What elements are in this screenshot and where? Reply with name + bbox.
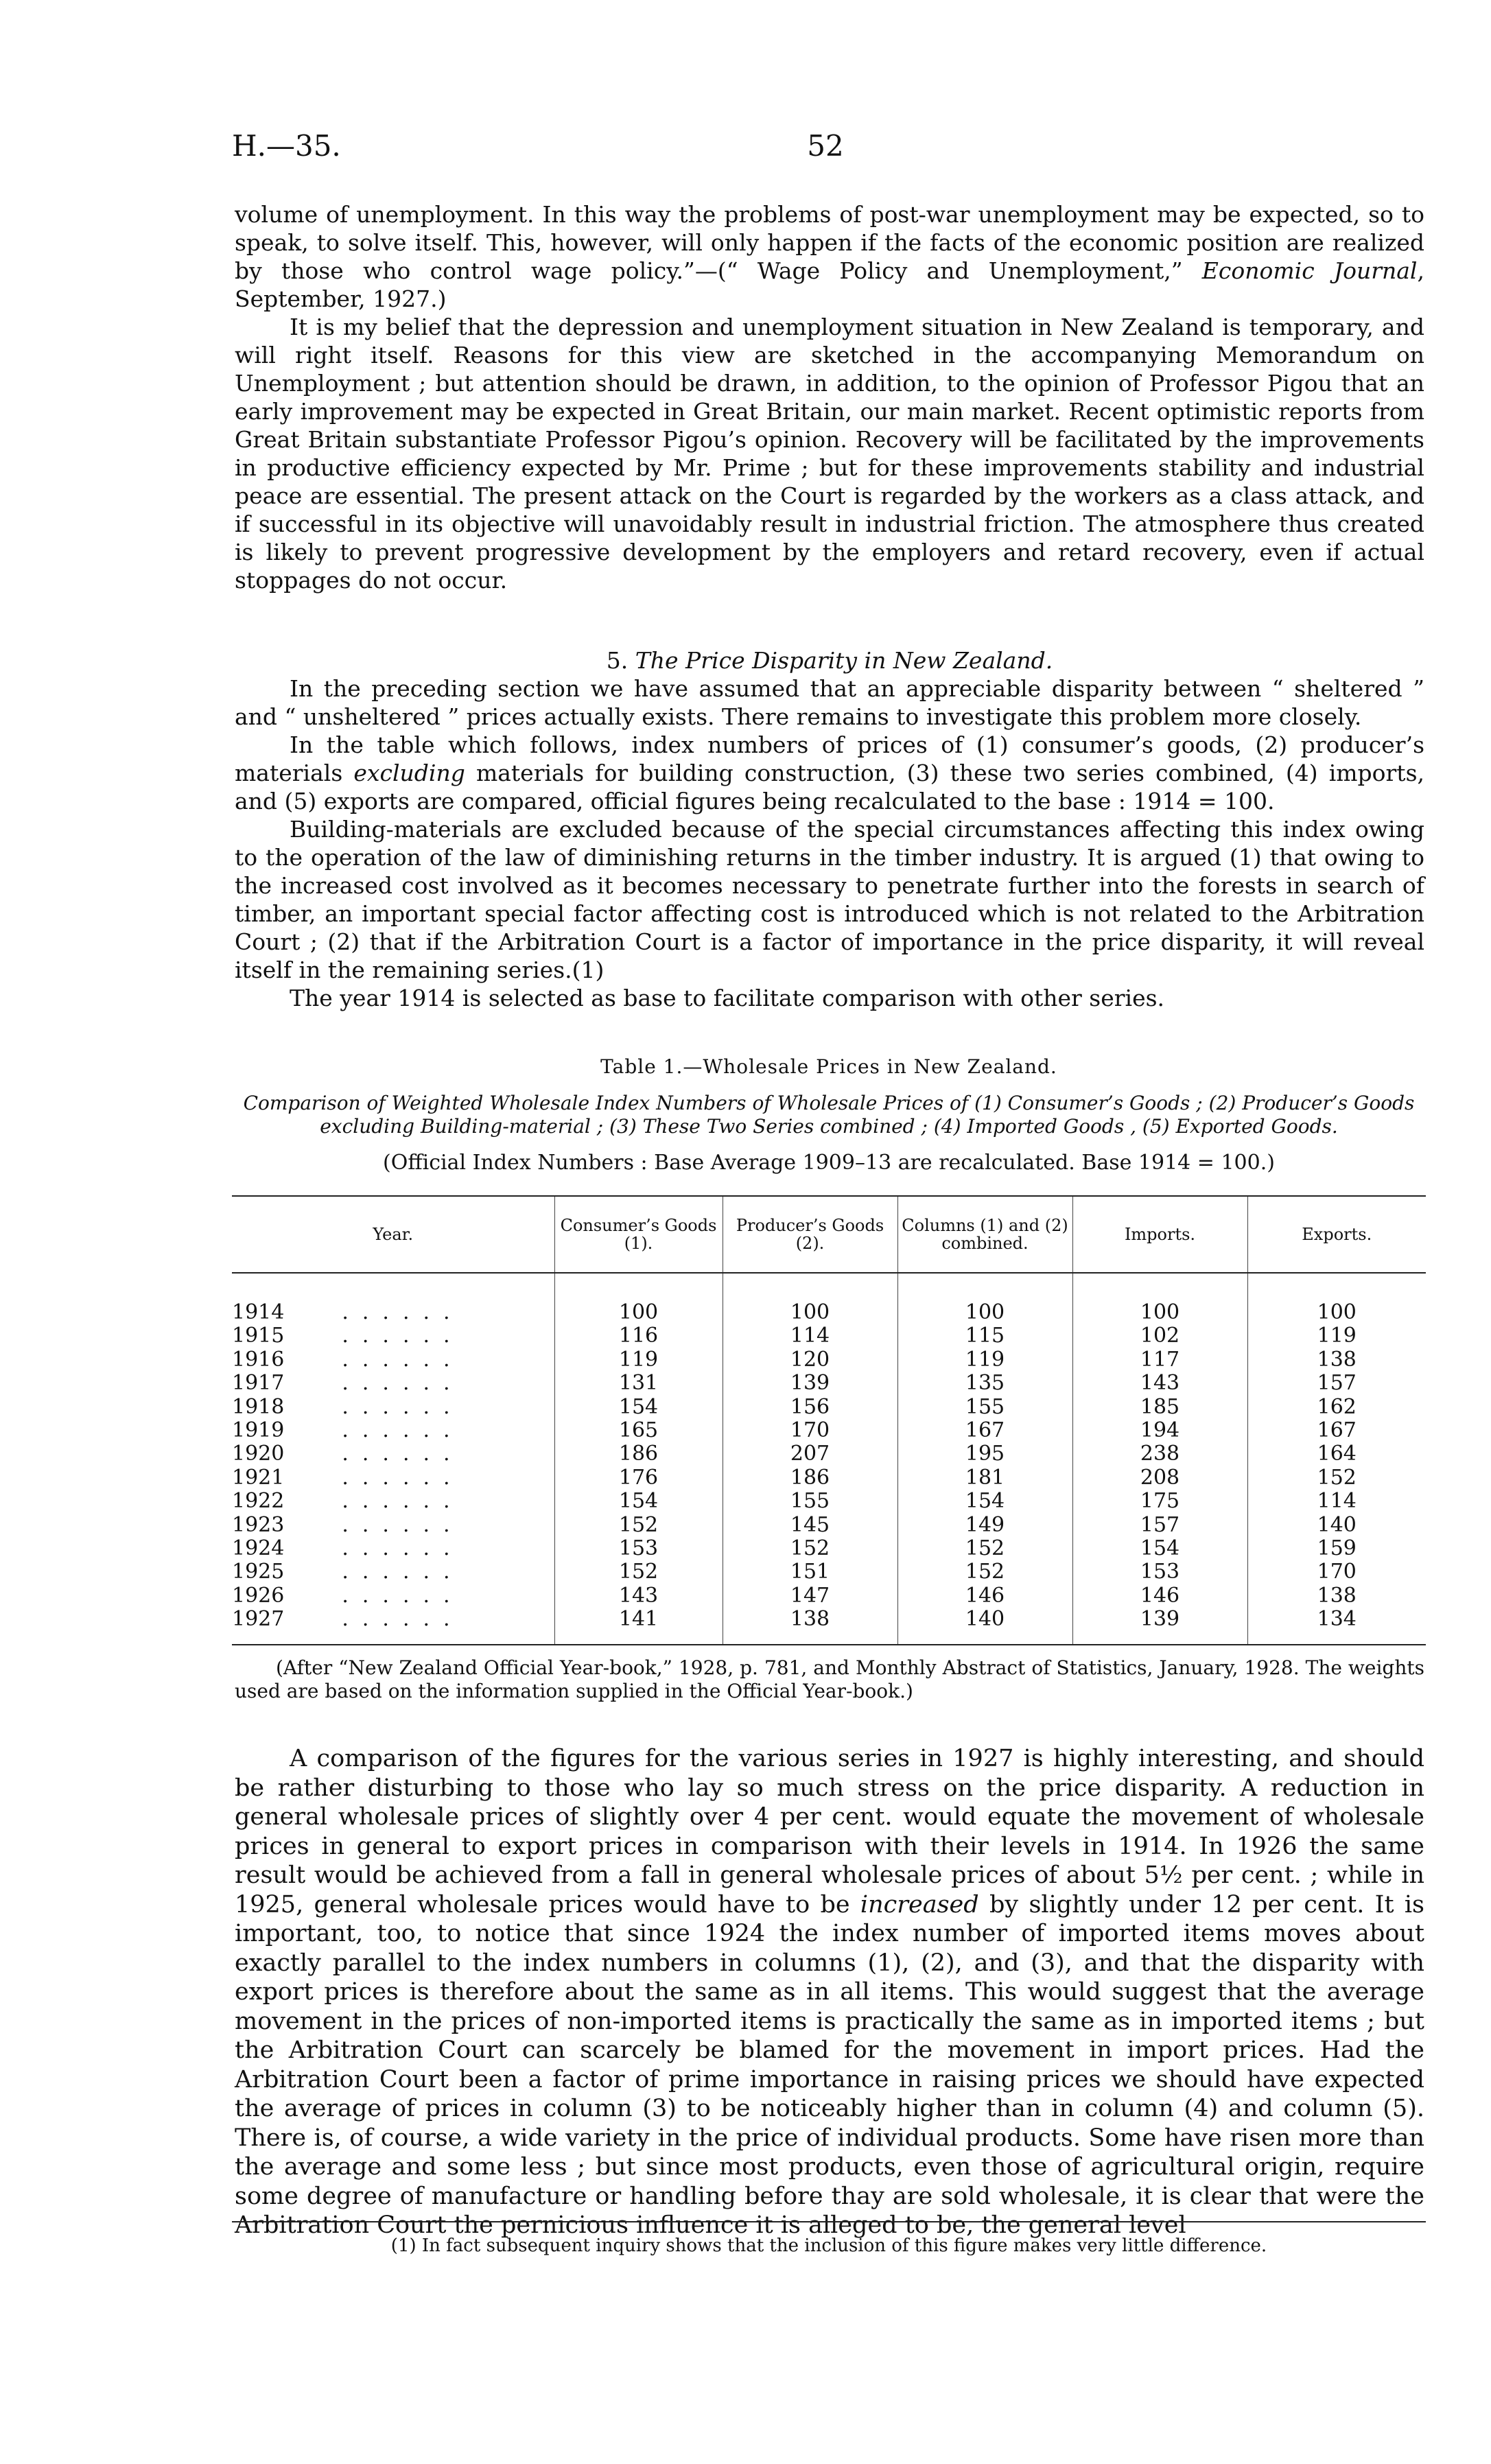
cell-combined: 146: [897, 1584, 1072, 1608]
cell-year: [232, 1372, 554, 1395]
paragraph: [235, 1744, 1424, 2240]
paragraph: Building-materials are excluded because of the special circumstances affecting this index owing to the operation of the law of diminishing returns in the timber industry. It is argued (1) that owing to the increased cost involved as it becomes necessary to penetrate further into the forests in search of timber, an important special factor affecting cost is introduced which is not related to the Arbitration Court ; (2) that if the Arbitration Court is a factor of importance in the price disparity, it will reveal itself in the remaining series.(1): [235, 816, 1424, 983]
cell-exports: 119: [1317, 1324, 1357, 1348]
table-row: [232, 1560, 1426, 1584]
table-spacer: [232, 1273, 1426, 1301]
col-header-producer: Producer’s Goods (2).: [723, 1196, 897, 1273]
paragraph-text: , September, 1927.): [235, 257, 1424, 312]
leader-dots: ......: [342, 1560, 464, 1584]
year-label: 1916: [232, 1347, 285, 1372]
cell-combined: 167: [897, 1419, 1072, 1442]
col-header-consumer: Consumer’s Goods (1).: [554, 1196, 723, 1273]
table-row: [232, 1419, 1426, 1442]
cell-exports: 170: [1317, 1560, 1357, 1584]
paragraph-text: In the table which follows, index numbers of prices of (1) consumer’s goods, (2) producer’s materials: [235, 731, 1424, 786]
year-label: 1923: [232, 1512, 285, 1537]
cell-producer: 114: [723, 1324, 897, 1348]
emphasis: excluding: [353, 760, 465, 786]
leader-dots: ......: [342, 1371, 464, 1396]
table-row: [232, 1537, 1426, 1560]
paragraph-text: volume of unemployment. In this way the problems of post-war unemployment may be expected, so to speak, to solve itself. This, however, will only happen if the facts of the economic position are realized by those who control wage policy.”—(“ Wage Policy and Unemployment,”: [235, 201, 1424, 284]
cell-producer: 155: [723, 1490, 897, 1513]
leader-dots: ......: [342, 1489, 464, 1514]
cell-consumer: 141: [554, 1608, 723, 1644]
paragraph: In the preceding section we have assumed that an appreciable disparity between “ sheltered ” and “ unsheltered ” prices actually exists. There remains to investigate this problem more closely.: [235, 675, 1424, 730]
table-title: Table 1.—Wholesale Prices in New Zealand.: [600, 1055, 1057, 1078]
leader-dots: ......: [342, 1347, 464, 1372]
analysis-section: [235, 1744, 1424, 2240]
cell-year: [232, 1608, 554, 1644]
footnote: (1) In fact subsequent inquiry shows that the inclusion of this figure makes very little difference.: [390, 2236, 1267, 2256]
cell-producer: 152: [723, 1537, 897, 1560]
section-heading: [235, 646, 1424, 674]
section-continuation: [235, 200, 1424, 594]
table-row: [232, 1396, 1426, 1419]
cell-year: [232, 1348, 554, 1372]
paragraph-text: by slightly under 12 per cent. It is important, too, to notice that since 1924 the index number of imported items moves about exactly parallel to the index numbers in columns (1), (2), and (3), and that the disparity with export prices is therefore about the same as in all items. This would suggest that the average movement in the prices of non-imported items is practically the same as in imported items ; but the Arbitration Court can scarcely be blamed for the movement in import prices. Had the Arbitration Court been a factor of prime importance in raising prices we should have expected the average of prices in column (3) to be noticeably higher than in column (4) and column (5). There is, of course, a wide variety in the price of individual products. Some have risen more than the average and some less ; but since most products, even those of agricultural origin, require some degree of manufacture or handling before thay are sold wholesale, it is clear that were the Arbitration Court the pernicious influence it is alleged to be, the general level: [235, 1890, 1424, 2239]
cell-exports: 138: [1317, 1583, 1357, 1608]
paragraph: The year 1914 is selected as base to facilitate comparison with other series.: [290, 985, 1165, 1011]
cell-exports: 134: [1247, 1608, 1426, 1644]
footnote-divider: [232, 2221, 1426, 2222]
cell-consumer: 176: [554, 1466, 723, 1490]
table-description: Comparison of Weighted Wholesale Index Numbers of Wholesale Prices of (1) Consumer’s Goods ; (2) Producer’s Goods excluding Building-material ; (3) These Two Series combined ; (4) Imported Goods , (5) Exported Goods.: [243, 1092, 1415, 1138]
table-row: [232, 1608, 1426, 1644]
cell-exports: 159: [1317, 1536, 1357, 1561]
table-note: (Official Index Numbers : Base Average 1909–13 are recalculated. Base 1914 = 100.): [383, 1151, 1275, 1175]
table-source-note: (After “New Zealand Official Year-book,” 1928, p. 781, and Monthly Abstract of Statistics, January, 1928. The weights used are based on the information supplied in the Official Year-book.): [235, 1656, 1424, 1702]
cell-producer: 170: [723, 1419, 897, 1442]
cell-exports: 138: [1317, 1347, 1357, 1372]
paragraph: It is my belief that the depression and unemployment situation in New Zealand is temporary, and will right itself. Reasons for this view are sketched in the accompanying Memorandum on Unemployment ; but attention should be drawn, in addition, to the opinion of Professor Pigou that an early improvement may be expected in Great Britain, our main market. Recent optimistic reports from Great Britain substantiate Professor Pigou’s opinion. Recovery will be facilitated by the improvements in productive efficiency expected by Mr. Prime ; but for these improvements stability and industrial peace are essential. The present attack on the Court is regarded by the workers as a class attack, and if successful in its objective will unavoidably result in industrial friction. The atmosphere thus created is likely to prevent progressive development by the employers and retard recovery, even if actual stoppages do not occur.: [235, 314, 1424, 594]
table-row: [232, 1372, 1426, 1395]
cell-consumer: 165: [554, 1419, 723, 1442]
cell-year: [232, 1537, 554, 1560]
cell-year: [232, 1301, 554, 1324]
table-row: [232, 1348, 1426, 1372]
cell-consumer: 119: [554, 1348, 723, 1372]
leader-dots: ......: [342, 1512, 464, 1537]
cell-exports: 152: [1317, 1465, 1357, 1490]
cell-combined: 115: [897, 1324, 1072, 1348]
cell-producer: 139: [723, 1372, 897, 1395]
cell-combined: 100: [897, 1301, 1072, 1324]
leader-dots: ......: [342, 1536, 464, 1561]
cell-combined: 154: [897, 1490, 1072, 1513]
cell-combined: 181: [897, 1466, 1072, 1490]
year-label: 1924: [232, 1536, 285, 1561]
cell-imports: 194: [1072, 1419, 1247, 1442]
cell-combined: 140: [897, 1608, 1072, 1644]
price-disparity-section: [235, 646, 1424, 1012]
page-header: [232, 129, 1419, 170]
cell-exports: 100: [1317, 1300, 1357, 1324]
cell-imports: 100: [1072, 1301, 1247, 1324]
emphasis: increased: [860, 1890, 979, 1919]
table-row: [232, 1466, 1426, 1490]
cell-consumer: 100: [554, 1301, 723, 1324]
cell-exports: 140: [1317, 1512, 1357, 1537]
table-row: [232, 1514, 1426, 1537]
cell-year: [232, 1584, 554, 1608]
section-number: 5.: [606, 647, 629, 674]
cell-consumer: 153: [554, 1537, 723, 1560]
year-label: 1915: [232, 1324, 285, 1348]
cell-combined: 149: [897, 1514, 1072, 1537]
cell-consumer: 186: [554, 1442, 723, 1466]
cell-consumer: 131: [554, 1372, 723, 1395]
table-header-row: [232, 1196, 1426, 1273]
cell-combined: 119: [897, 1348, 1072, 1372]
cell-year: [232, 1419, 554, 1442]
cell-consumer: 152: [554, 1514, 723, 1537]
cell-imports: 208: [1072, 1466, 1247, 1490]
cell-producer: 156: [723, 1396, 897, 1419]
cell-exports: 167: [1317, 1418, 1357, 1443]
cell-imports: 153: [1072, 1560, 1247, 1584]
year-label: 1922: [232, 1489, 285, 1514]
table-row: [232, 1490, 1426, 1513]
paragraph: [235, 200, 1424, 313]
cell-year: [232, 1490, 554, 1513]
paragraph-text: materials for building construction, (3) these two series combined, (4) imports, and (5) exports are compared, official figures being recalculated to the base : 1914 = 100.: [235, 760, 1424, 814]
cell-consumer: 143: [554, 1584, 723, 1608]
cell-year: [232, 1396, 554, 1419]
year-label: 1926: [232, 1583, 285, 1608]
year-label: 1925: [232, 1560, 285, 1584]
leader-dots: ......: [342, 1394, 464, 1419]
cell-exports: 157: [1317, 1371, 1357, 1396]
cell-imports: 102: [1072, 1324, 1247, 1348]
table-row: [232, 1442, 1426, 1466]
year-label: 1927: [232, 1607, 285, 1632]
page-number: 52: [807, 129, 844, 163]
year-label: 1921: [232, 1465, 285, 1490]
col-header-exports: Exports.: [1247, 1196, 1426, 1273]
cell-imports: 175: [1072, 1490, 1247, 1513]
cell-year: [232, 1442, 554, 1466]
cell-year: [232, 1560, 554, 1584]
cell-year: [232, 1514, 554, 1537]
paragraph-text: A comparison of the figures for the various series in 1927 is highly interesting, and should be rather disturbing to those who lay so much stress on the price disparity. A reduction in general wholesale prices of slightly over 4 per cent. would equate the movement of wholesale prices in general to export prices in comparison with their levels in 1914. In 1926 the same result would be achieved from a fall in general wholesale prices of about 5½ per cent. ; while in 1925, general wholesale prices would have to be: [235, 1745, 1424, 1919]
cell-year: [232, 1466, 554, 1490]
year-label: 1918: [232, 1394, 285, 1419]
table-row: [232, 1324, 1426, 1348]
cell-imports: 238: [1072, 1442, 1247, 1466]
cell-producer: 138: [723, 1608, 897, 1644]
year-label: 1920: [232, 1442, 285, 1466]
table-row: [232, 1301, 1426, 1324]
cell-combined: 135: [897, 1372, 1072, 1395]
cell-year: [232, 1324, 554, 1348]
cell-producer: 207: [723, 1442, 897, 1466]
cell-consumer: 116: [554, 1324, 723, 1348]
leader-dots: ......: [342, 1324, 464, 1348]
cell-producer: 120: [723, 1348, 897, 1372]
cell-producer: 100: [723, 1301, 897, 1324]
leader-dots: ......: [342, 1300, 464, 1324]
cell-imports: 185: [1072, 1396, 1247, 1419]
leader-dots: ......: [342, 1465, 464, 1490]
cell-combined: 152: [897, 1560, 1072, 1584]
leader-dots: ......: [342, 1418, 464, 1443]
cell-consumer: 154: [554, 1396, 723, 1419]
cell-producer: 145: [723, 1514, 897, 1537]
col-header-year: Year.: [232, 1196, 554, 1273]
cell-imports: 139: [1072, 1608, 1247, 1644]
year-label: 1914: [232, 1300, 285, 1324]
col-header-imports: Imports.: [1072, 1196, 1247, 1273]
cell-imports: 146: [1072, 1584, 1247, 1608]
cell-producer: 186: [723, 1466, 897, 1490]
cell-combined: 195: [897, 1442, 1072, 1466]
document-code: H.—35.: [232, 129, 341, 163]
wholesale-prices-table: [232, 1195, 1426, 1645]
year-label: 1917: [232, 1371, 285, 1396]
table-body: [232, 1273, 1426, 1645]
cell-consumer: 154: [554, 1490, 723, 1513]
cell-exports: 164: [1317, 1442, 1357, 1466]
section-title: The Price Disparity in New Zealand.: [635, 647, 1053, 674]
journal-title: Economic Journal: [1201, 257, 1418, 284]
year-label: 1919: [232, 1418, 285, 1443]
cell-combined: 152: [897, 1537, 1072, 1560]
cell-exports: 162: [1317, 1394, 1357, 1419]
leader-dots: ......: [342, 1442, 464, 1466]
paragraph: [235, 731, 1424, 815]
table-row: [232, 1584, 1426, 1608]
cell-consumer: 152: [554, 1560, 723, 1584]
cell-producer: 151: [723, 1560, 897, 1584]
leader-dots: ......: [342, 1583, 464, 1608]
leader-dots: ......: [342, 1607, 464, 1632]
cell-imports: 143: [1072, 1372, 1247, 1395]
cell-producer: 147: [723, 1584, 897, 1608]
table-caption-block: [232, 1055, 1426, 1175]
cell-imports: 154: [1072, 1537, 1247, 1560]
col-header-combined: Columns (1) and (2) combined.: [897, 1196, 1072, 1273]
cell-imports: 157: [1072, 1514, 1247, 1537]
cell-combined: 155: [897, 1396, 1072, 1419]
cell-imports: 117: [1072, 1348, 1247, 1372]
cell-exports: 114: [1317, 1489, 1357, 1514]
